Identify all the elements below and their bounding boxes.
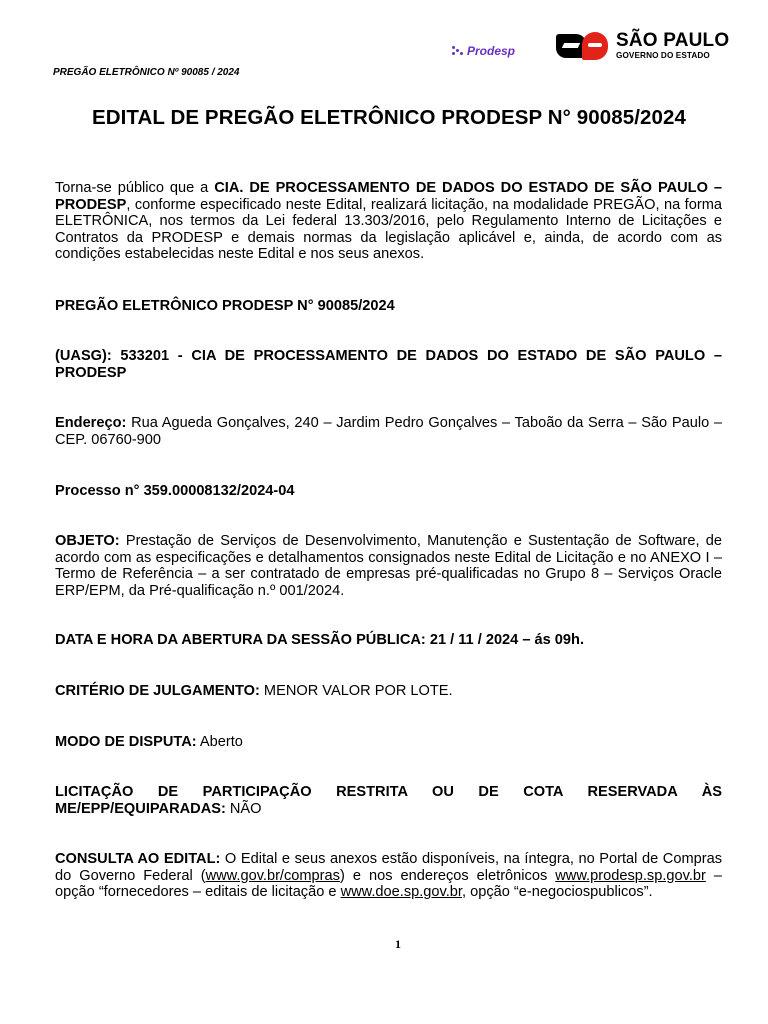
sp-logo-subtitle: GOVERNO DO ESTADO [616,51,710,60]
document-title: EDITAL DE PREGÃO ELETRÔNICO PRODESP N° 90085/2024 [91,106,687,129]
prodesp-dots-icon [452,45,464,57]
endereco-label: Endereço: [55,415,127,431]
objeto-value: Prestação de Serviços de Desenvolvimento, Manutenção e Sustentação de Software, de acordo com as especificações e detalhamentos consignados neste Edital de Licitação e no ANEXO I – Termo de Referência – a ser contratado de empresas pré-qualificadas no Grupo 8 – Serviços Oracle ERP/EPM, da Pré-qualificação n.º 001/2024. [55,533,722,599]
criterio-label: CRITÉRIO DE JULGAMENTO: [55,683,260,699]
objeto-label: OBJETO: [55,533,120,549]
criterio-section [55,683,722,700]
prodesp-site-link[interactable]: www.prodesp.sp.gov.br [555,867,706,884]
sao-paulo-government-logo [556,31,729,60]
licitacao-section [55,784,722,817]
endereco-section [55,415,722,448]
pregao-heading: PREGÃO ELETRÔNICO PRODESP N° 90085/2024 [55,298,395,314]
data-hora-line: DATA E HORA DA ABERTURA DA SESSÃO PÚBLICA: 21 / 11 / 2024 – ás 09h. [55,632,585,648]
uasg-line: (UASG): 533201 - CIA DE PROCESSAMENTO DE DADOS DO ESTADO DE SÃO PAULO – PRODESP [55,348,722,381]
intro-paragraph [55,180,722,263]
consulta-text-1: O Edital e seus anexos estão disponíveis, na íntegra, no Portal de Compras do Governo Federal ( [55,851,722,884]
gov-compras-link[interactable]: www.gov.br/compras [205,867,340,884]
endereco-value: Rua Agueda Gonçalves, 240 – Jardim Pedro Gonçalves – Taboão da Serra – São Paulo – CEP. 06760-900 [55,415,722,448]
sp-logo-name: SÃO PAULO [616,30,730,51]
consulta-text-2: ) e nos endereços eletrônicos [339,867,556,884]
page-number: 1 [395,937,401,951]
intro-entity-name: CIA. DE PROCESSAMENTO DE DADOS DO ESTADO DE SÃO PAULO – PRODESP [55,180,722,213]
intro-text-1: Torna-se público que a [55,180,215,196]
sp-emblem-icon [556,32,610,60]
header-document-code: PREGÃO ELETRÔNICO Nº 90085 / 2024 [53,67,240,78]
processo-line: Processo n° 359.00008132/2024-04 [55,483,295,499]
modo-disputa-section [55,734,722,751]
prodesp-logo-text: Prodesp [467,44,516,58]
consulta-label: CONSULTA AO EDITAL: [55,851,221,867]
licitacao-value: NÃO [225,800,262,817]
criterio-value: MENOR VALOR POR LOTE. [259,683,453,699]
modo-disputa-value: Aberto [196,734,243,750]
consulta-text-4: opção “e-negociospublicos”. [466,884,653,900]
doe-site-link[interactable]: www.doe.sp.gov.br, [340,884,467,900]
consulta-text-3: – opção “fornecedores – editais de licitação e [55,867,722,900]
prodesp-logo [452,44,515,58]
intro-text-2: , conforme especificado neste Edital, realizará licitação, na modalidade PREGÃO, na forma ELETRÔNICA, nos termos da Lei federal 13.303/2016, pelo Regulamento Interno de Licitações e Contratos da PRODESP e demais normas da legislação aplicável e, ainda, de acordo com as condições estabelecidas neste Edital e nos seus anexos. [55,196,722,262]
consulta-section [55,851,722,901]
modo-disputa-label: MODO DE DISPUTA: [55,734,197,750]
objeto-section [55,533,722,599]
licitacao-label: LICITAÇÃO DE PARTICIPAÇÃO RESTRITA OU DE COTA RESERVADA ÀS ME/EPP/EQUIPARADAS: [55,784,722,817]
